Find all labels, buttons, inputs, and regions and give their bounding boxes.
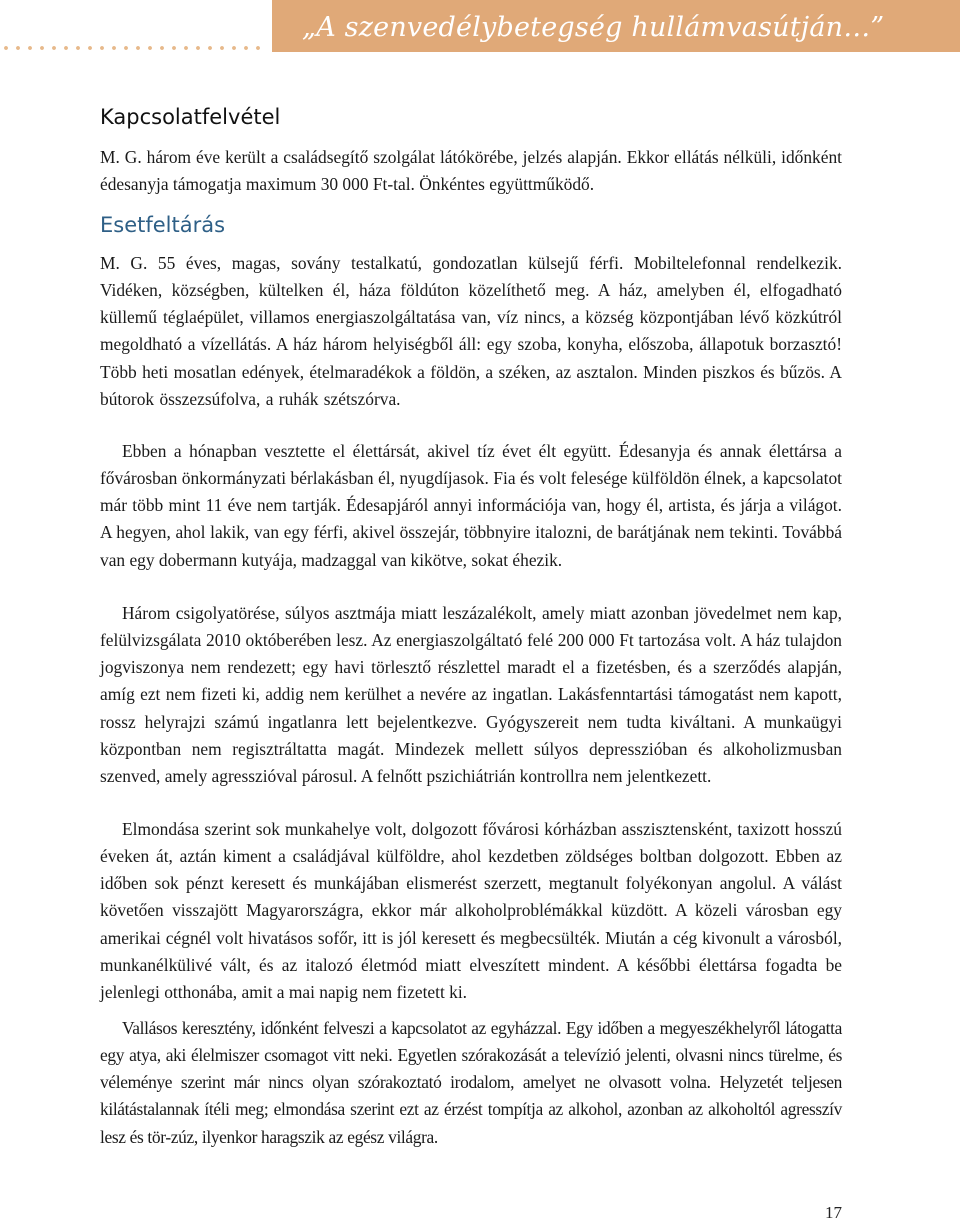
- assessment-paragraph-4: Elmondása szerint sok munkahelye volt, dolgozott fővárosi kórházban asszisztensként, taxizott hosszú éveken át, aztán kiment a családjával külföldre, ahol kezdetben zöldséges boltban dolgozott. Ebben az időben sok pénzt keresett és munkájában elismerést szerzett, megtanult folyékonyan angolul. A válást követően visszajött Magyarországra, ekkor már alkoholproblémákkal küzdött. A közeli városban egy amerikai cégnél volt hivatásos sofőr, itt is jól keresett és megbecsülték. Miután a cég kivonult a városból, munkanélkülivé vált, és az italozó életmód miatt elveszített mindent. A későbbi élettársa fogadta be jelenlegi otthonába, amit a mai napig nem fizetett ki.: [100, 819, 842, 1002]
- running-header-title: „A szenvedélybetegség hullámvasútján…”: [302, 12, 885, 43]
- assessment-paragraph-5: Vallásos keresztény, időnként felveszi a kapcsolatot az egyházzal. Egy időben a megyeszékhelyről látogatta egy atya, aki élelmiszer csomagot vitt neki. Egyetlen szórakozását a televízió jelenti, olvasni nincs türelme, és véleménye szerint már nincs olyan szórakoztató irodalom, amelyet ne olvasott volna. Helyzetét teljesen kilátástalannak ítéli meg; elmondása szerint ezt az érzést tompítja az alkohol, azonban az alkoholtól agresszív lesz és tör-zúz, ilyenkor haragszik az egész világra.: [100, 1018, 842, 1147]
- page-number: 17: [825, 1203, 842, 1222]
- assessment-paragraph-1: M. G. 55 éves, magas, sovány testalkatú, gondozatlan külsejű férfi. Mobiltelefonnal rendelkezik. Vidéken, községben, kültelken él, háza földúton közelíthető meg. A ház, amelyben él, elfogadható küllemű téglaépület, villamos energiaszolgáltatása van, víz nincs, a község központjában lévő közkútról megoldható a vízellátás. A ház három helyiségből áll: egy szoba, konyha, előszoba, állapotuk borzasztó! Több heti mosatlan edények, ételmaradékok a földön, a széken, az asztalon. Minden piszkos és bűzös. A bútorok összezsúfolva, a ruhák szétszórva.: [100, 253, 842, 409]
- contact-paragraph: M. G. három éve került a családsegítő szolgálat látókörébe, jelzés alapján. Ekkor ellátás nélküli, időnként édesanyja támogatja maximum 30 000 Ft-tal. Önkéntes együttműködő.: [100, 147, 842, 195]
- assessment-paragraph-3: Három csigolyatörése, súlyos asztmája miatt leszázalékolt, amely miatt azonban jövedelmet nem kap, felülvizsgálata 2010 októberében lesz. Az energiaszolgáltató felé 200 000 Ft tartozása volt. A ház tulajdon jogviszonya nem rendezett; egy havi törlesztő részlettel maradt el a fizetésben, és a szerződés alapján, amíg ezt nem fizeti ki, addig nem kerülhet a nevére az ingatlan. Lakásfenntartási támogatást nem kapott, rossz helyrajzi számú ingatlanra lett bejelentkezve. Gyógyszereit nem tudta kiváltani. A munkaügyi központban nem regisztráltatta magát. Mindezek mellett súlyos depresszióban és alkoholizmusban szenved, amely agresszióval párosul. A felnőtt pszichiátrián kontrollra nem jelentkezett.: [100, 603, 842, 786]
- section-heading-contact: Kapcsolatfelvétel: [100, 105, 281, 129]
- assessment-paragraph-2: Ebben a hónapban vesztette el élettársát, akivel tíz évet élt együtt. Édesanyja és annak élettársa a fővárosban önkormányzati bérlakásban él, nyugdíjasok. Fia és volt felesége külföldön élnek, a kapcsolatot már több mint 11 éve nem tartják. Édesapjáról annyi információja van, hogy él, artista, és járja a világot. A hegyen, ahol lakik, van egy férfi, akivel összejár, többnyire italozni, de barátjának nem tekinti. Továbbá van egy dobermann kutyája, madzaggal van kikötve, sokat éhezik.: [100, 441, 842, 570]
- section-heading-assessment: Esetfeltárás: [100, 213, 226, 237]
- header-dotted-rule: [0, 45, 268, 51]
